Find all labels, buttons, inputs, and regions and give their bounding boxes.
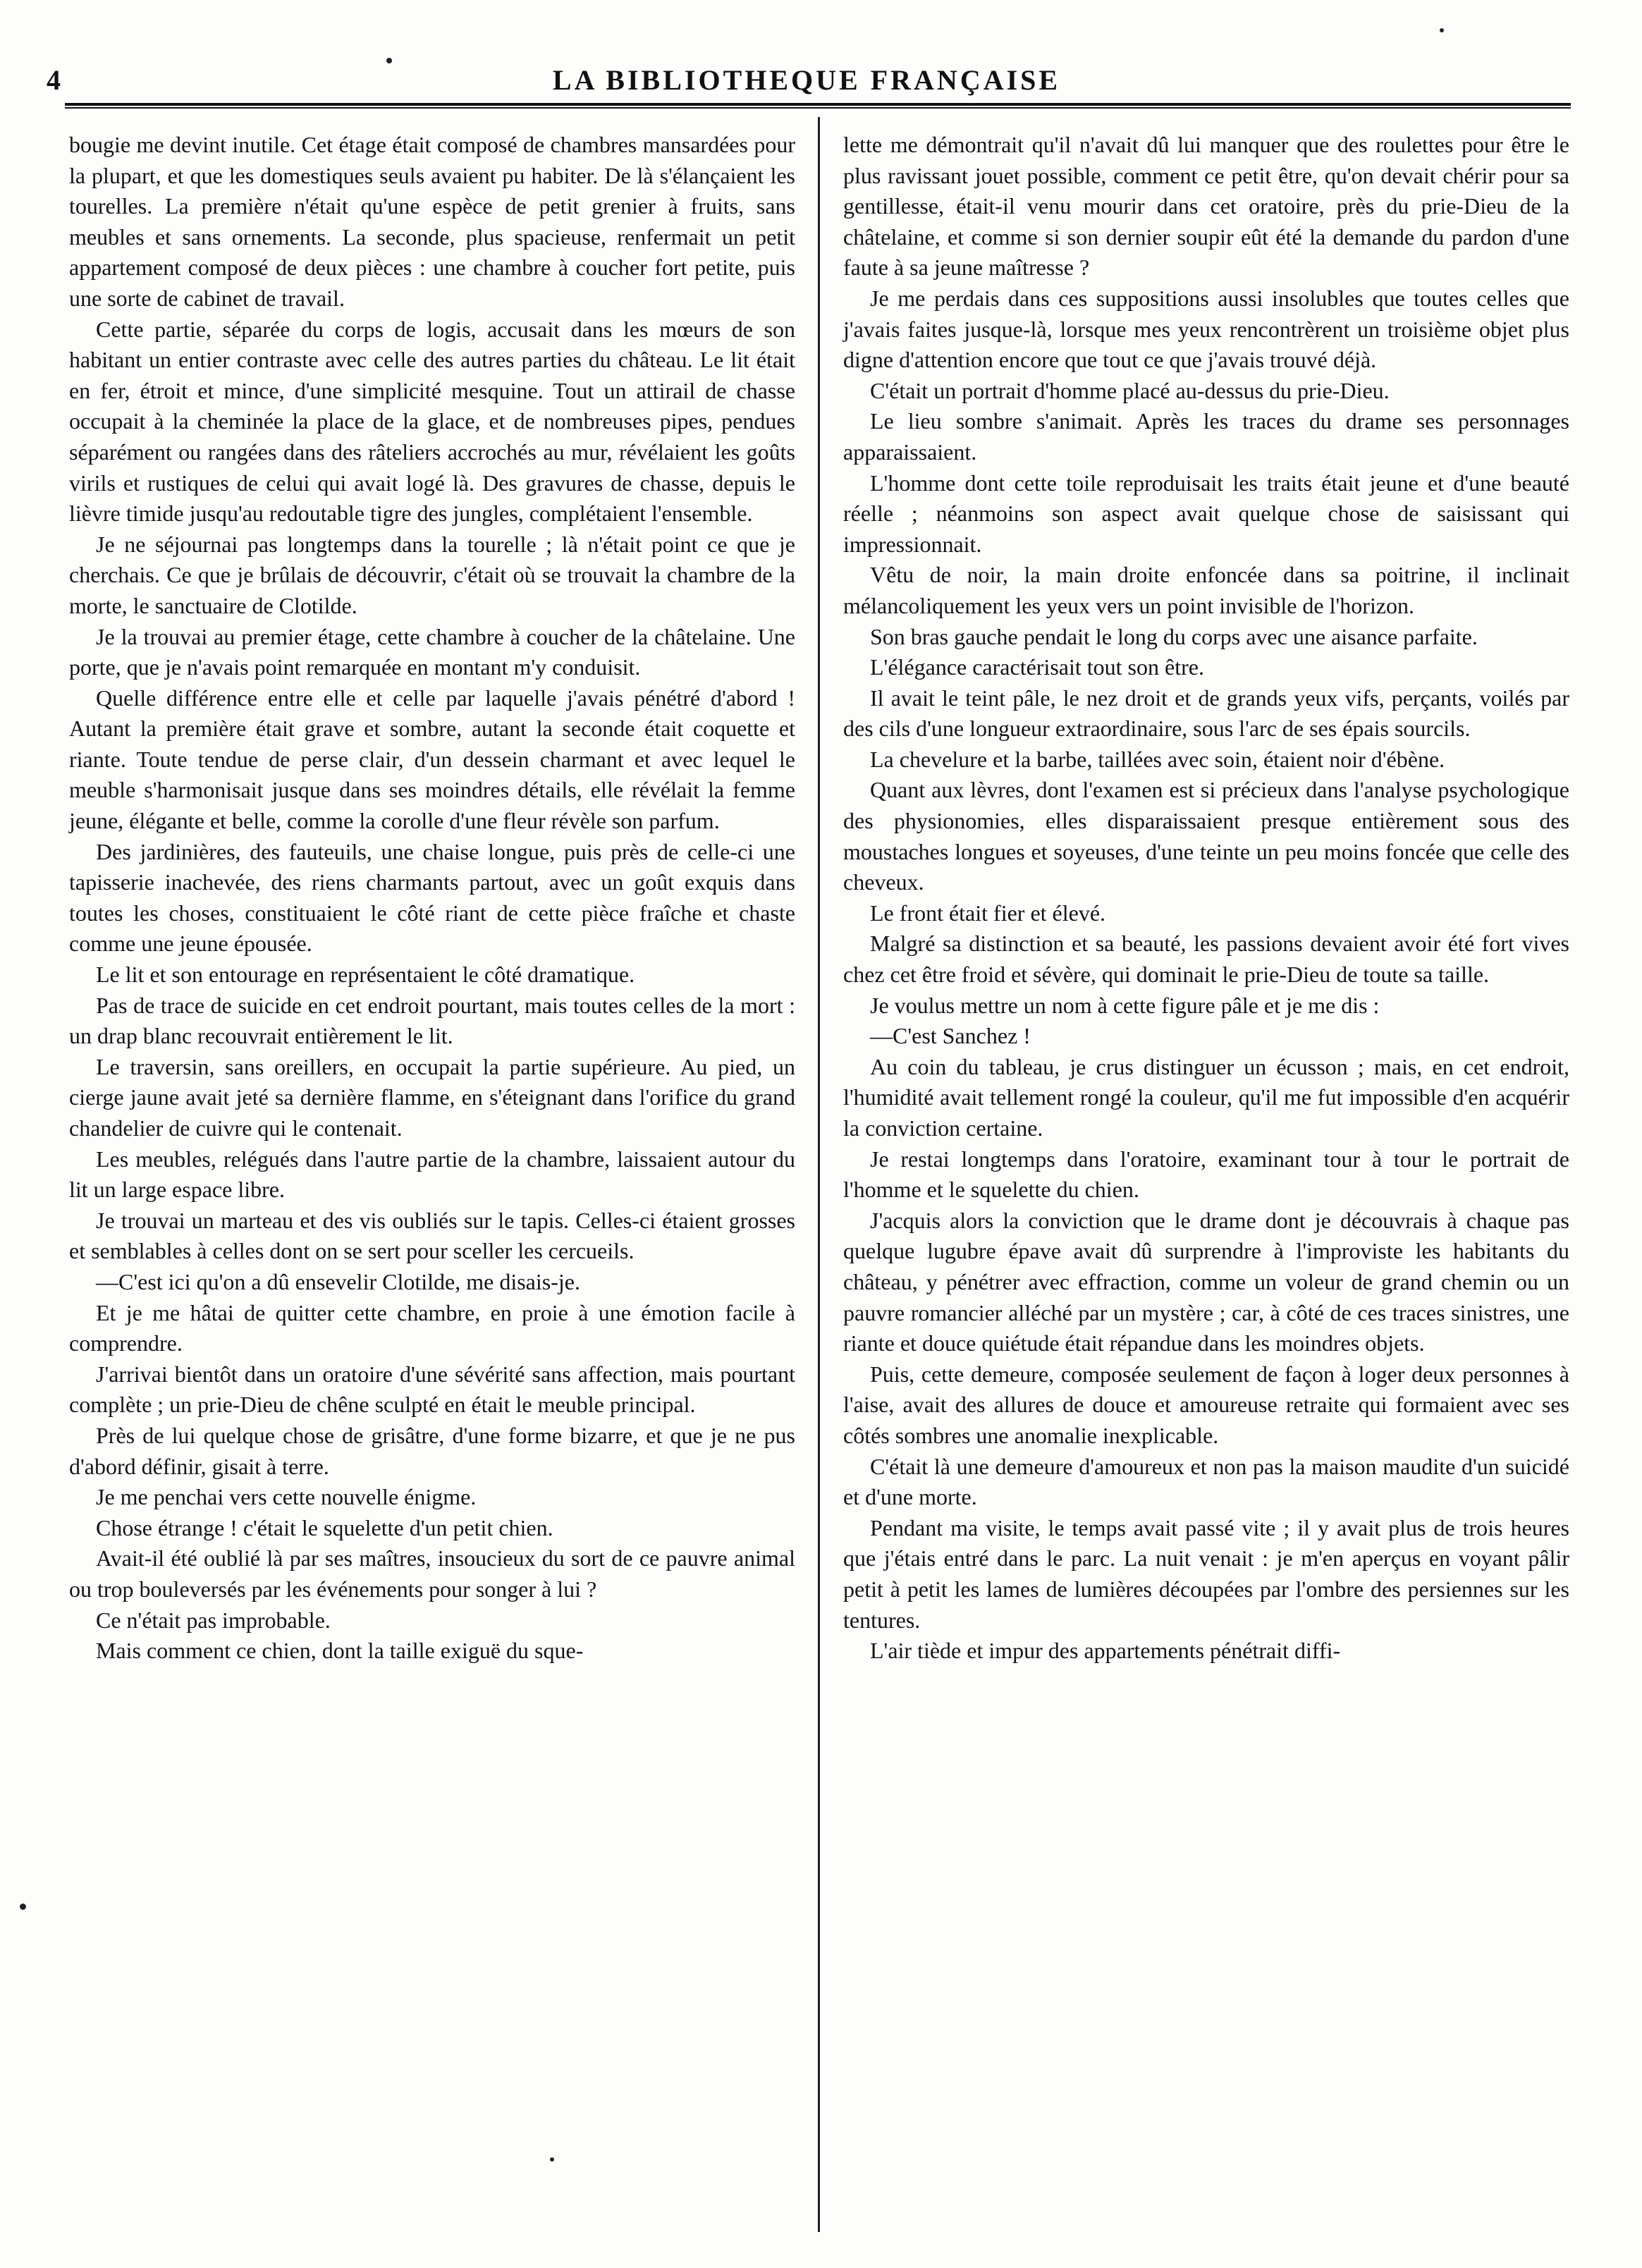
paragraph: J'arrivai bientôt dans un oratoire d'une sévérité sans affection, mais pourtant complète ; un prie-Dieu de chêne sculpté en était le meuble principal.: [69, 1361, 795, 1418]
header-rule-thick: [65, 103, 1571, 106]
paragraph: —C'est Sanchez !: [870, 1023, 1031, 1049]
paragraph: Chose étrange ! c'était le squelette d'un petit chien.: [96, 1514, 553, 1540]
paragraph: Cette partie, séparée du corps de logis, accusait dans les mœurs de son habitant un entier contraste avec celle des autres parties du château. Le lit était en fer, étroit et mince, d'une simplicité mesquine. Tout un attirail de chasse occupait à la cheminée la place de la glace, et de nombreuses pipes, pendues séparément ou rangées dans des râteliers accrochés au mur, révélaient les goûts virils et rustiques de celui qui avait logé là. Des gravures de chasse, depuis le lièvre timide jusqu'au redoutable tigre des jungles, complétaient l'ensemble.: [69, 316, 795, 527]
paragraph: C'était un portrait d'homme placé au-dessus du prie-Dieu.: [870, 377, 1390, 403]
paragraph: L'air tiède et impur des appartements pénétrait diffi-: [870, 1638, 1341, 1664]
print-speck: [550, 2157, 554, 2162]
paragraph: Je restai longtemps dans l'oratoire, examinant tour à tour le portrait de l'homme et le squelette du chien.: [843, 1146, 1569, 1203]
paragraph: Près de lui quelque chose de grisâtre, d'une forme bizarre, et que je ne pus d'abord définir, gisait à terre.: [69, 1422, 795, 1479]
paragraph: C'était là une demeure d'amoureux et non pas la maison maudite d'un suicidé et d'une morte.: [843, 1453, 1569, 1510]
paragraph: Son bras gauche pendait le long du corps avec une aisance parfaite.: [870, 623, 1478, 649]
paragraph: lette me démontrait qu'il n'avait dû lui manquer que des roulettes pour être le plus ravissant jouet possible, comment ce petit être, qu'on devait chérir pour sa gentillesse, était-il venu mourir dans cet oratoire, près du prie-Dieu de la châtelaine, et comme si son dernier soupir eût été la demande du pardon d'une faute à sa jeune maîtresse ?: [843, 132, 1569, 281]
paragraph: Je la trouvai au premier étage, cette chambre à coucher de la châtelaine. Une porte, que je n'avais point remarquée en montant m'y conduisit.: [69, 623, 795, 680]
paragraph: Mais comment ce chien, dont la taille exiguë du sque-: [96, 1638, 584, 1664]
right-column: [843, 130, 1569, 1667]
paragraph: Pas de trace de suicide en cet endroit pourtant, mais toutes celles de la mort : un drap blanc recouvrait entièrement le lit.: [69, 992, 795, 1049]
paragraph: Pendant ma visite, le temps avait passé vite ; il y avait plus de trois heures que j'étais entré dans le parc. La nuit venait : je m'en aperçus en voyant pâlir petit à petit les lames de lumières découpées par l'ombre des persiennes sur les tentures.: [843, 1514, 1569, 1633]
paragraph: Je trouvai un marteau et des vis oubliés sur le tapis. Celles-ci étaient grosses et semblables à celles dont on se sert pour sceller les cercueils.: [69, 1207, 795, 1264]
paragraph: Vêtu de noir, la main droite enfoncée dans sa poitrine, il inclinait mélancoliquement les yeux vers un point invisible de l'horizon.: [843, 562, 1569, 618]
paragraph: L'élégance caractérisait tout son être.: [870, 654, 1204, 680]
paragraph: Des jardinières, des fauteuils, une chaise longue, puis près de celle-ci une tapisserie inachevée, des riens charmants partout, avec un goût exquis dans toutes les choses, constituaient le côté riant de cette pièce fraîche et chaste comme une jeune épousée.: [69, 838, 795, 957]
paragraph: Quelle différence entre elle et celle par laquelle j'avais pénétré d'abord ! Autant la première était grave et sombre, autant la seconde était coquette et riante. Toute tendue de perse clair, d'un dessein charmant et avec lequel le meuble s'harmonisait jusque dans ses moindres détails, elle révélait la femme jeune, élégante et belle, comme la corolle d'une fleur révèle son parfum.: [69, 685, 795, 834]
header-rule-thin: [65, 107, 1571, 109]
paragraph: Ce n'était pas improbable.: [96, 1607, 331, 1633]
paragraph: Puis, cette demeure, composée seulement de façon à loger deux personnes à l'aise, avait des allures de douce et amoureuse retraite qui formaient avec ses côtés sombres une anomalie inexplicable.: [843, 1361, 1569, 1448]
paragraph: Je me penchai vers cette nouvelle énigme.: [96, 1484, 477, 1510]
page-number: 4: [47, 64, 61, 96]
print-speck: [386, 58, 392, 63]
paragraph: Avait-il été oublié là par ses maîtres, insoucieux du sort de ce pauvre animal ou trop bouleversés par les événements pour songer à lui ?: [69, 1545, 795, 1602]
paragraph: Les meubles, relégués dans l'autre partie de la chambre, laissaient autour du lit un large espace libre.: [69, 1146, 795, 1203]
paragraph: Je ne séjournai pas longtemps dans la tourelle ; là n'était point ce que je cherchais. Ce que je brûlais de découvrir, c'était où se trouvait la chambre de la morte, le sanctuaire de Clotilde.: [69, 531, 795, 618]
left-column: [69, 130, 795, 1667]
column-divider: [818, 117, 820, 2232]
print-speck: [1440, 28, 1444, 32]
paragraph: Le traversin, sans oreillers, en occupait la partie supérieure. Au pied, un cierge jaune avait jeté sa dernière flamme, en s'éteignant dans l'orifice du grand chandelier de cuivre qui le contenait.: [69, 1053, 795, 1141]
paragraph: La chevelure et la barbe, taillées avec soin, étaient noir d'ébène.: [870, 746, 1445, 772]
paragraph: Et je me hâtai de quitter cette chambre, en proie à une émotion facile à comprendre.: [69, 1299, 795, 1356]
paragraph: J'acquis alors la conviction que le drame dont je découvrais à chaque pas quelque lugubre épave avait dû surprendre à l'improviste les habitants du château, y pénétrer avec effraction, comme un voleur de grand chemin ou un pauvre romancier alléché par un mystère ; car, à côté de ces traces sinistres, une riante et douce quiétude était répandue dans les moindres objets.: [843, 1207, 1569, 1356]
paragraph: Le lit et son entourage en représentaient le côté dramatique.: [96, 962, 635, 988]
page-header: [47, 59, 1567, 102]
paragraph: Au coin du tableau, je crus distinguer un écusson ; mais, en cet endroit, l'humidité avait tellement rongé la couleur, qu'il me fut impossible d'en acquérir la conviction certaine.: [843, 1053, 1569, 1141]
paragraph: Quant aux lèvres, dont l'examen est si précieux dans l'analyse psychologique des physionomies, elles disparaissaient presque entièrement sous des moustaches longues et soyeuses, d'une teinte un peu moins foncée que celle des cheveux.: [843, 777, 1569, 895]
paragraph: —C'est ici qu'on a dû ensevelir Clotilde, me disais-je.: [96, 1268, 580, 1294]
print-speck: [20, 1904, 26, 1910]
paragraph: Le lieu sombre s'animait. Après les traces du drame ses personnages apparaissaient.: [843, 408, 1569, 465]
paragraph: Je voulus mettre un nom à cette figure pâle et je me dis :: [870, 992, 1380, 1018]
paragraph: bougie me devint inutile. Cet étage était composé de chambres mansardées pour la plupart, et que les domestiques seuls avaient pu habiter. De là s'élançaient les tourelles. La première n'était qu'une espèce de petit grenier à fruits, sans meubles et sans ornements. La seconde, plus spacieuse, renfermait un petit appartement composé de deux pièces : une chambre à coucher fort petite, puis une sorte de cabinet de travail.: [69, 132, 795, 311]
paragraph: L'homme dont cette toile reproduisait les traits était jeune et d'une beauté réelle ; néanmoins son aspect avait quelque chose de saisissant qui impressionnait.: [843, 470, 1569, 557]
paragraph: Je me perdais dans ces suppositions aussi insolubles que toutes celles que j'avais faites jusque-là, lorsque mes yeux rencontrèrent un troisième objet plus digne d'attention encore que tout ce que j'avais trouvé déjà.: [843, 285, 1569, 373]
journal-title: LA BIBLIOTHEQUE FRANÇAISE: [552, 64, 1061, 96]
paragraph: Il avait le teint pâle, le nez droit et de grands yeux vifs, perçants, voilés par des cils d'une longueur extraordinaire, sous l'arc de ses épais sourcils.: [843, 685, 1569, 742]
paragraph: Malgré sa distinction et sa beauté, les passions devaient avoir été fort vives chez cet être froid et sévère, qui dominait le prie-Dieu de toute sa taille.: [843, 931, 1569, 988]
paragraph: Le front était fier et élevé.: [870, 900, 1106, 926]
